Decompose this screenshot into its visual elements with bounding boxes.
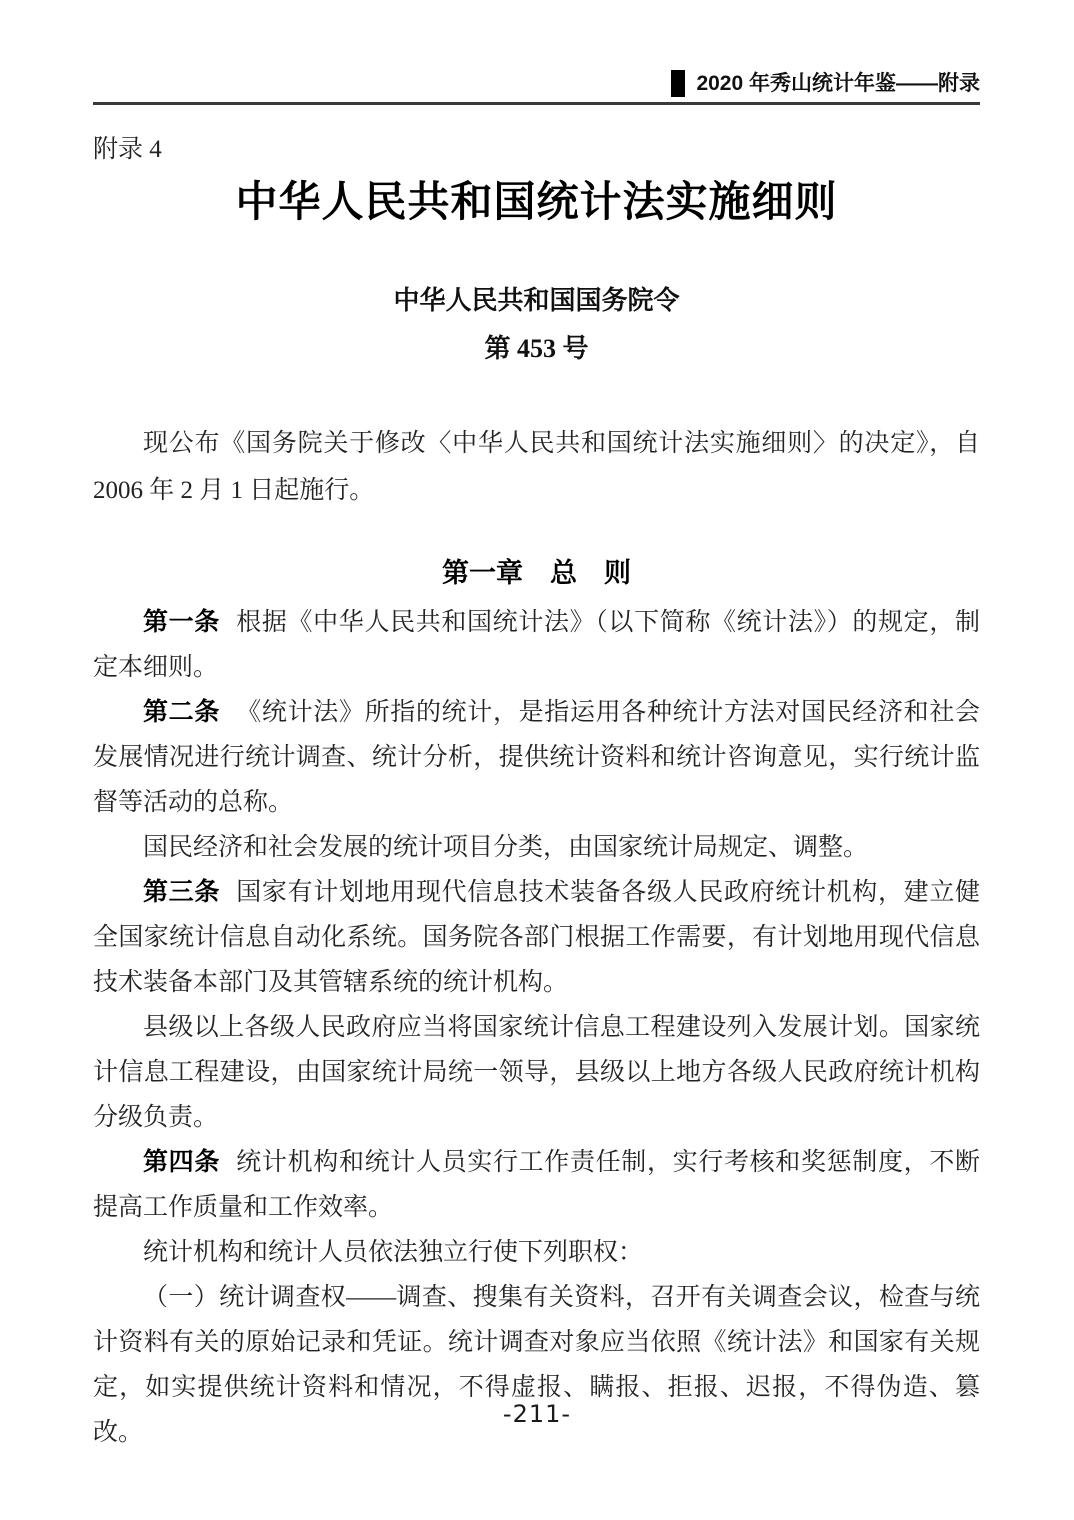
article-number: 第二条	[143, 699, 221, 726]
decree-issuer: 中华人民共和国国务院令	[393, 286, 680, 315]
page-number: -211-	[502, 1400, 572, 1428]
paragraph-text: 统计机构和统计人员依法独立行使下列职权：	[143, 1239, 644, 1266]
appendix-label: 附录 4	[93, 136, 162, 163]
black-bar-icon	[671, 70, 685, 97]
body-paragraph	[93, 600, 980, 690]
body-paragraph	[93, 825, 980, 870]
article-number: 第四条	[143, 1149, 221, 1176]
chapter-heading: 第一章 总 则	[442, 558, 631, 588]
paragraph-text: 根据《中华人民共和国统计法》（以下简称《统计法》）的规定，制定本细则。	[93, 609, 980, 681]
article-paragraphs	[93, 600, 980, 1455]
article-number: 第一条	[143, 609, 220, 636]
body-paragraph	[93, 870, 980, 1005]
body-paragraph	[93, 1230, 980, 1275]
paragraph-text: 国家有计划地用现代信息技术装备各级人民政府统计机构，建立健全国家统计信息自动化系统。国务院各部门根据工作需要，有计划地用现代信息技术装备本部门及其管辖系统的统计机构。	[93, 879, 980, 996]
paragraph-text: 国民经济和社会发展的统计项目分类，由国家统计局规定、调整。	[143, 834, 869, 861]
paragraph-text: 统计机构和统计人员实行工作责任制，实行考核和奖惩制度，不断提高工作质量和工作效率。	[93, 1149, 980, 1221]
paragraph-text: 县级以上各级人民政府应当将国家统计信息工程建设列入发展计划。国家统计信息工程建设，由国家统计局统一领导，县级以上地方各级人民政府统计机构分级负责。	[93, 1014, 980, 1131]
running-header-text: 2020 年秀山统计年鉴——附录	[696, 72, 980, 95]
header-rule	[93, 102, 980, 105]
body-paragraph	[93, 1275, 980, 1455]
paragraph-text: 《统计法》所指的统计，是指运用各种统计方法对国民经济和社会发展情况进行统计调查、统计分析，提供统计资料和统计咨询意见，实行统计监督等活动的总称。	[93, 699, 980, 816]
promulgation-paragraph: 现公布《国务院关于修改〈中华人民共和国统计法实施细则〉的决定》，自 2006 年 2 月 1 日起施行。	[93, 430, 980, 504]
running-header	[93, 0, 980, 97]
body-paragraph	[93, 1140, 980, 1230]
body-paragraph	[93, 1005, 980, 1140]
article-number: 第三条	[143, 879, 221, 906]
body-paragraph	[93, 690, 980, 825]
document-title: 中华人民共和国统计法实施细则	[235, 180, 838, 226]
paragraph-text: （一）统计调查权——调查、搜集有关资料，召开有关调查会议，检查与统计资料有关的原始记录和凭证。统计调查对象应当依照《统计法》和国家有关规定，如实提供统计资料和情况，不得虚报、瞒报、拒报、迟报，不得伪造、篡改。	[93, 1284, 980, 1446]
decree-number: 第 453 号	[484, 334, 589, 363]
